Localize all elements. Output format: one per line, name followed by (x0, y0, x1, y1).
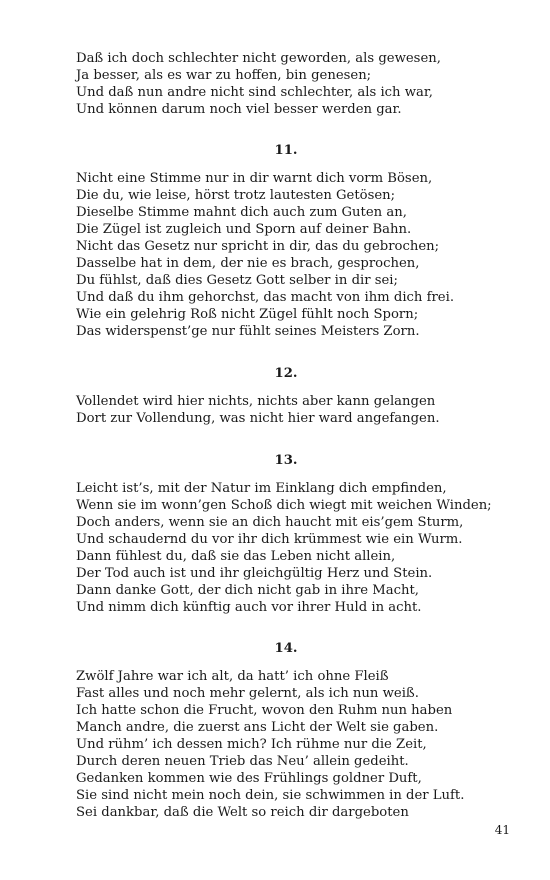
poem-12 (76, 365, 496, 427)
verse-line: Nicht eine Stimme nur in dir warnt dich vorm Bösen, (76, 171, 433, 186)
poem-stanza (76, 480, 496, 616)
verse-line: Manch andre, die zuerst ans Licht der Welt sie gaben. (76, 720, 439, 735)
poem-stanza (76, 393, 496, 427)
verse-line: Du fühlst, daß dies Gesetz Gott selber in dir sei; (76, 273, 398, 288)
poem-stanza (76, 668, 496, 821)
poem-continued (76, 50, 496, 118)
page-number: 41 (494, 823, 510, 837)
verse-line: Das widerspenst’ge nur fühlt seines Meisters Zorn. (76, 324, 420, 339)
verse-line: Sei dankbar, daß die Welt so reich dir dargeboten (76, 805, 409, 820)
verse-line: Dort zur Vollendung, was nicht hier ward angefangen. (76, 411, 440, 426)
verse-line: Nicht das Gesetz nur spricht in dir, das du gebrochen; (76, 239, 440, 254)
poem-stanza (76, 170, 496, 340)
poem-number: 12. (274, 366, 298, 381)
verse-line: Daß ich doch schlechter nicht geworden, als gewesen, (76, 51, 441, 66)
poem-number: 13. (274, 453, 298, 468)
verse-line: Die Zügel ist zugleich und Sporn auf deiner Bahn. (76, 222, 412, 237)
verse-line: Doch anders, wenn sie an dich haucht mit eis’gem Sturm, (76, 515, 464, 530)
poem-14 (76, 640, 496, 821)
verse-line: Sie sind nicht mein noch dein, sie schwimmen in der Luft. (76, 788, 465, 803)
verse-line: Und schaudernd du vor ihr dich krümmest wie ein Wurm. (76, 532, 463, 547)
verse-line: Leicht ist’s, mit der Natur im Einklang dich empfinden, (76, 481, 447, 496)
verse-line: Der Tod auch ist und ihr gleichgültig Herz und Stein. (76, 566, 433, 581)
poem-number: 14. (274, 641, 298, 656)
verse-line: Dann danke Gott, der dich nicht gab in ihre Macht, (76, 583, 419, 598)
poem-number: 11. (274, 143, 298, 158)
verse-line: Die du, wie leise, hörst trotz lautesten Getösen; (76, 188, 396, 203)
verse-line: Wenn sie im wonn’gen Schoß dich wiegt mit weichen Winden; (76, 498, 492, 513)
verse-line: Fast alles und noch mehr gelernt, als ich nun weiß. (76, 686, 419, 701)
verse-line: Vollendet wird hier nichts, nichts aber kann gelangen (76, 394, 436, 409)
verse-line: Und rühm’ ich dessen mich? Ich rühme nur die Zeit, (76, 737, 427, 752)
verse-line: Ich hatte schon die Frucht, wovon den Ruhm nun haben (76, 703, 453, 718)
verse-line: Durch deren neuen Trieb das Neu’ allein gedeiht. (76, 754, 409, 769)
verse-line: Dasselbe hat in dem, der nie es brach, gesprochen, (76, 256, 420, 271)
verse-line: Zwölf Jahre war ich alt, da hatt’ ich ohne Fleiß (76, 669, 389, 684)
verse-line: Und daß nun andre nicht sind schlechter, als ich war, (76, 85, 433, 100)
poem-11 (76, 142, 496, 340)
poem-13 (76, 452, 496, 616)
verse-line: Und nimm dich künftig auch vor ihrer Huld in acht. (76, 600, 422, 615)
verse-line: Und können darum noch viel besser werden gar. (76, 102, 402, 117)
verse-line: Wie ein gelehrig Roß nicht Zügel fühlt noch Sporn; (76, 307, 419, 322)
verse-line: Dieselbe Stimme mahnt dich auch zum Guten an, (76, 205, 407, 220)
page-body (76, 50, 496, 821)
verse-line: Dann fühlest du, daß sie das Leben nicht allein, (76, 549, 396, 564)
verse-line: Ja besser, als es war zu hoffen, bin genesen; (76, 68, 372, 83)
verse-line: Und daß du ihm gehorchst, das macht von ihm dich frei. (76, 290, 455, 305)
verse-line: Gedanken kommen wie des Frühlings goldner Duft, (76, 771, 422, 786)
